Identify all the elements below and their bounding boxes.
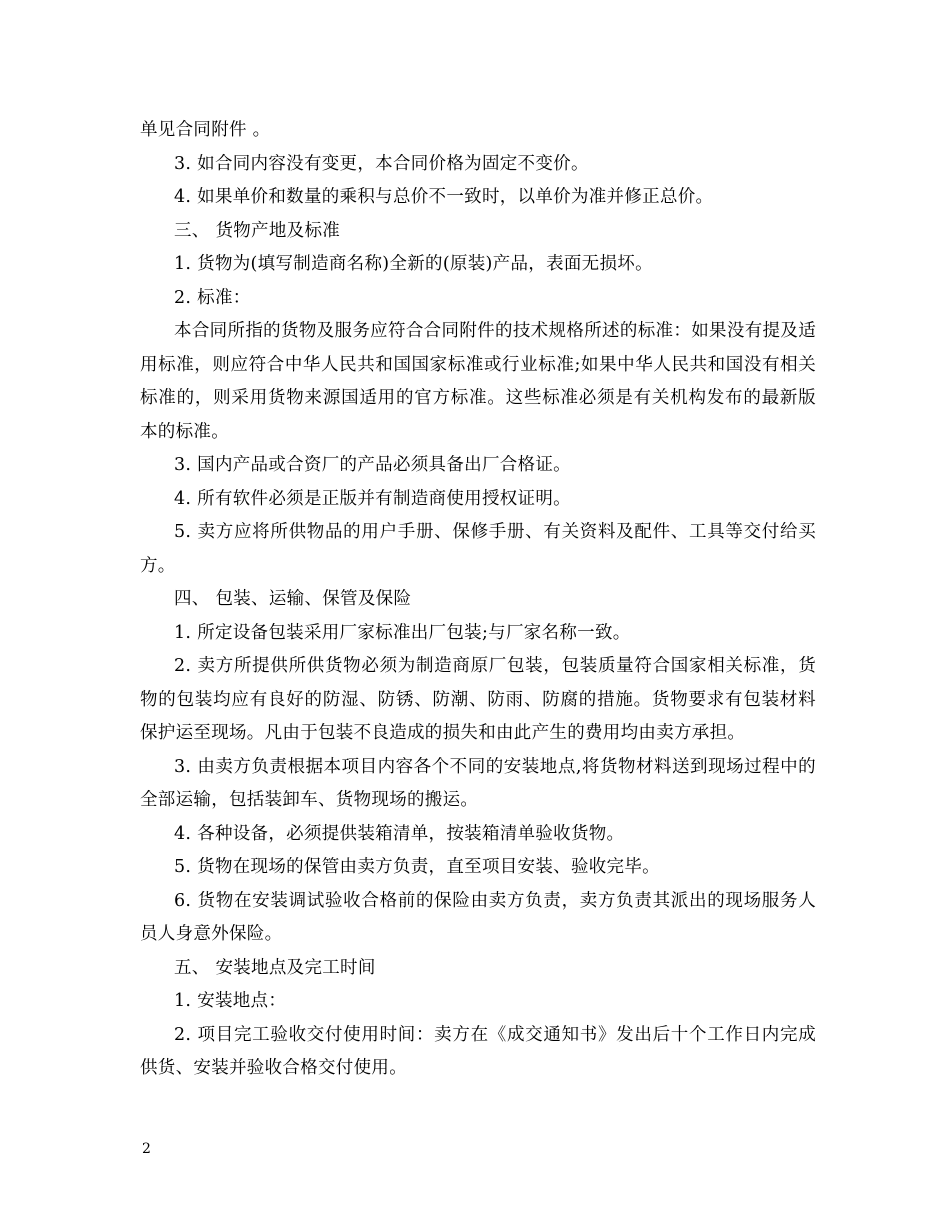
paragraph: 本合同所指的货物及服务应符合合同附件的技术规格所述的标准：如果没有提及适用标准，则应符合中华人民共和国国家标准或行业标准;如果中华人民共和国没有相关标准的，则采用货物来源国适用的官方标准。这些标准必须是有关机构发布的最新版本的标准。 [140, 321, 816, 442]
paragraph: 三、 货物产地及标准 [174, 220, 341, 241]
paragraph: 五、 安装地点及完工时间 [174, 957, 376, 978]
page-number: 2 [142, 1141, 151, 1157]
paragraph: 4. 所有软件必须是正版并有制造商使用授权证明。 [174, 488, 571, 509]
paragraph: 5. 卖方应将所供物品的用户手册、保修手册、有关资料及配件、工具等交付给买方。 [140, 522, 816, 576]
paragraph: 4. 如果单价和数量的乘积与总价不一致时，以单价为准并修正总价。 [174, 187, 714, 207]
paragraph: 单见合同附件 。 [140, 120, 271, 140]
paragraph: 2. 标准： [174, 287, 251, 308]
paragraph: 1. 所定设备包装采用厂家标准出厂包装;与厂家名称一致。 [174, 622, 631, 643]
paragraph: 3. 如合同内容没有变更，本合同价格为固定不变价。 [174, 153, 589, 174]
paragraph: 3. 国内产品或合资厂的产品必须具备出厂合格证。 [174, 455, 571, 475]
paragraph: 1. 货物为(填写制造商名称)全新的(原装)产品，表面无损坏。 [174, 254, 653, 274]
paragraph: 3. 由卖方负责根据本项目内容各个不同的安装地点,将货物材料送到现场过程中的全部运输，包括装卸车、货物现场的搬运。 [140, 756, 816, 810]
paragraph: 5. 货物在现场的保管由卖方负责，直至项目安装、验收完毕。 [174, 857, 660, 877]
document-body [140, 114, 816, 1086]
paragraph: 1. 安装地点： [174, 991, 287, 1011]
paragraph: 四、 包装、运输、保管及保险 [174, 589, 412, 609]
paragraph: 2. 卖方所提供所供货物必须为制造商原厂包装，包装质量符合国家相关标准，货物的包装均应有良好的防湿、防锈、防潮、防雨、防腐的措施。货物要求有包装材料保护运至现场。凡由于包装不良造成的损失和由此产生的费用均由卖方承担。 [140, 656, 816, 743]
paragraph: 4. 各种设备，必须提供装箱清单，按装箱清单验收货物。 [174, 823, 625, 844]
paragraph: 2. 项目完工验收交付使用时间：卖方在《成交通知书》发出后十个工作日内完成供货、安装并验收合格交付使用。 [140, 1024, 816, 1078]
paragraph: 6. 货物在安装调试验收合格前的保险由卖方负责，卖方负责其派出的现场服务人员人身意外保险。 [140, 890, 816, 944]
